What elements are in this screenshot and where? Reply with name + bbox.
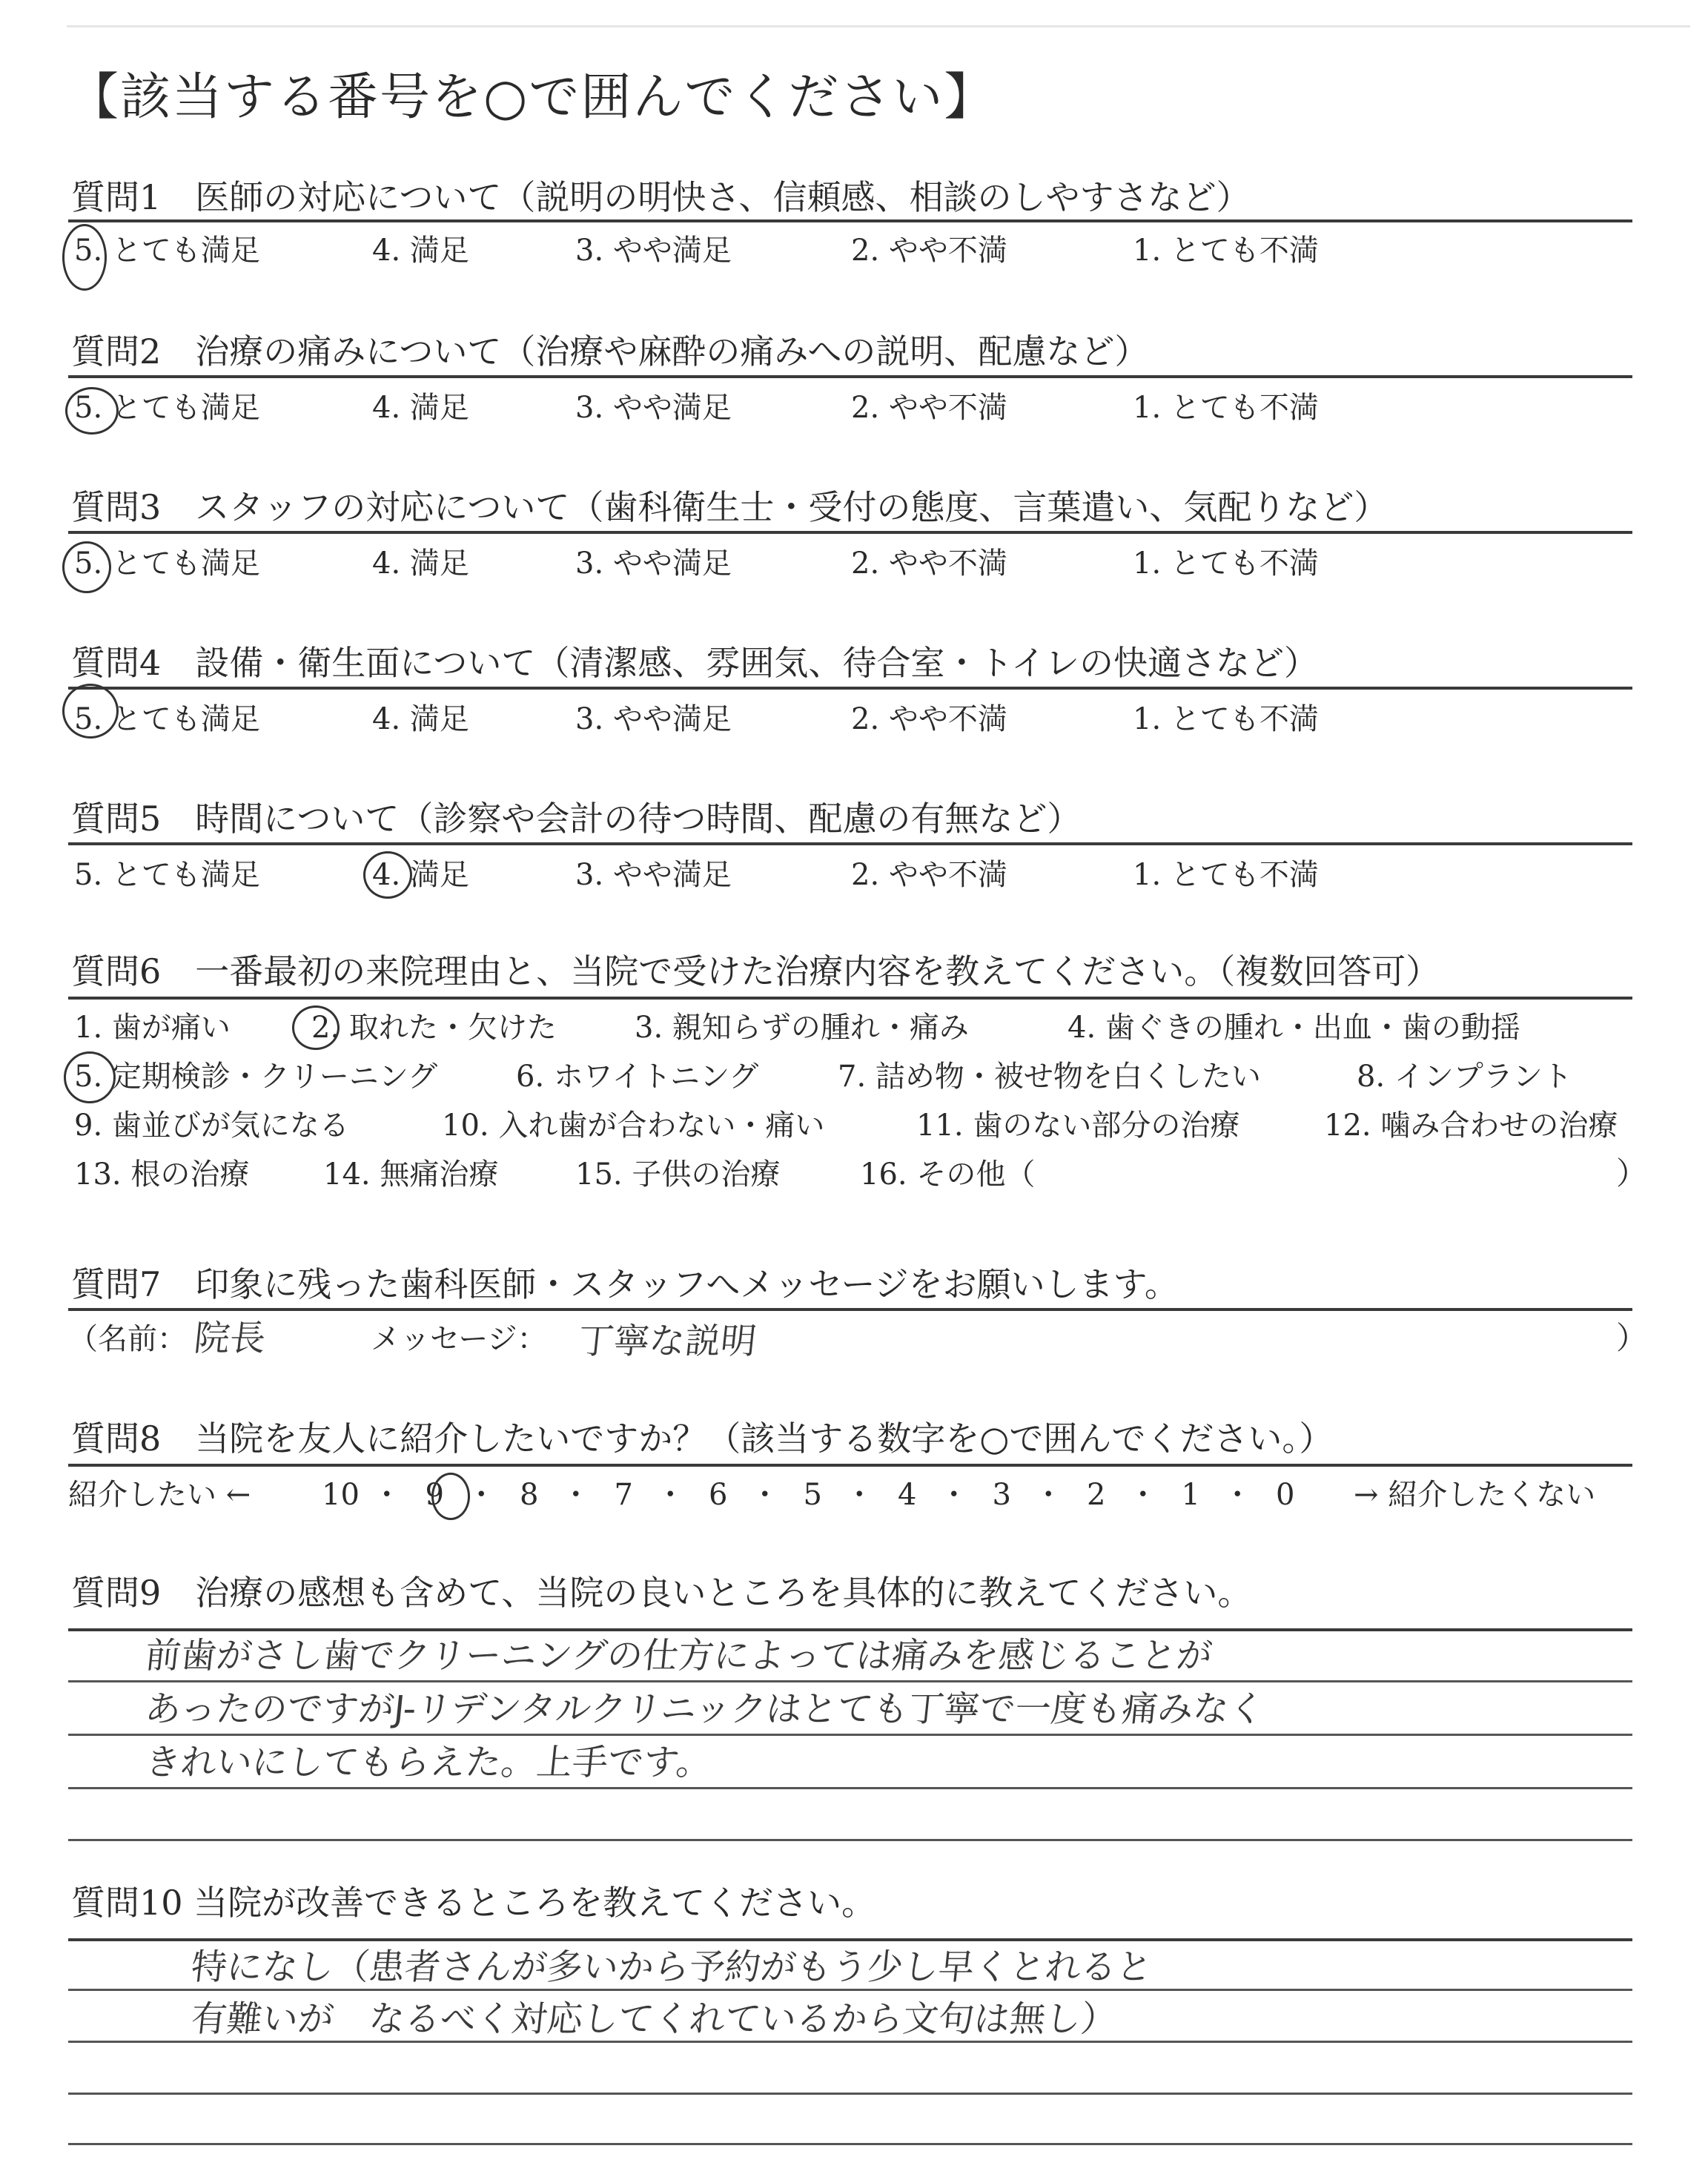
q1-selection-circle: [62, 224, 107, 291]
q8-scale-7[interactable]: 7: [614, 1478, 633, 1512]
q6-option-8[interactable]: 8. インプラント: [1357, 1060, 1572, 1094]
q2-option-4[interactable]: 4. 満足: [372, 391, 469, 425]
q9-answer-line-3: きれいにしてもらえた。上手です。: [143, 1742, 715, 1783]
question-1-rule: [68, 219, 1632, 222]
q6-option-5[interactable]: 5. 定期検診・クリーニング: [74, 1060, 438, 1094]
question-7-label: 質問7 印象に残った歯科医師・スタッフへメッセージをお願いします。: [71, 1264, 1179, 1304]
q10-line-rule-4: [68, 2143, 1632, 2145]
q6-option-15[interactable]: 15. 子供の治療: [575, 1157, 781, 1192]
q6-option-16[interactable]: 16. その他（: [860, 1157, 1036, 1192]
q8-scale-4[interactable]: 4: [898, 1478, 917, 1512]
q8-scale-1[interactable]: 1: [1181, 1478, 1200, 1512]
question-3-label: 質問3 スタッフの対応について（歯科衛生士・受付の態度、言葉遣い、気配りなど）: [71, 487, 1388, 527]
q4-option-5[interactable]: 5. とても満足: [74, 702, 260, 736]
q8-left-label: 紹介したい ←: [68, 1478, 251, 1512]
question-9-label: 質問9 治療の感想も含めて、当院の良いところを具体的に教えてください。: [71, 1573, 1252, 1613]
q4-option-2[interactable]: 2. やや不満: [851, 702, 1007, 736]
q8-scale-5[interactable]: 5: [803, 1478, 822, 1512]
q6-option-7[interactable]: 7. 詰め物・被せ物を白くしたい: [838, 1060, 1261, 1094]
q1-option-4[interactable]: 4. 満足: [372, 234, 469, 268]
question-8-rule: [68, 1464, 1632, 1467]
q8-selection-circle: [431, 1473, 470, 1520]
question-2-label: 質問2 治療の痛みについて（治療や麻酔の痛みへの説明、配慮など）: [71, 331, 1149, 371]
q6-option-6[interactable]: 6. ホワイトニング: [516, 1060, 759, 1094]
q6-option-4[interactable]: 4. 歯ぐきの腫れ・出血・歯の動揺: [1068, 1011, 1520, 1045]
form-title: 【該当する番号を○で囲んでください】: [68, 68, 996, 127]
q6-option-11[interactable]: 11. 歯のない部分の治療: [916, 1109, 1240, 1143]
q8-scale-3[interactable]: 3: [992, 1478, 1011, 1512]
q1-option-1[interactable]: 1. とても不満: [1133, 234, 1319, 268]
q5-option-4[interactable]: 4. 満足: [372, 858, 469, 892]
q3-selection-circle: [62, 541, 111, 593]
q8-scale-9[interactable]: 9: [425, 1478, 444, 1512]
q8-right-label: → 紹介したくない: [1354, 1478, 1596, 1512]
q3-option-5[interactable]: 5. とても満足: [74, 546, 260, 581]
q8-scale-2[interactable]: 2: [1087, 1478, 1106, 1512]
q8-scale-6[interactable]: 6: [709, 1478, 728, 1512]
q6-option-2[interactable]: 2. 取れた・欠けた: [311, 1011, 557, 1045]
question-4-rule: [68, 687, 1632, 690]
q8-scale-separator: ・: [1222, 1478, 1253, 1512]
q9-line-rule-1: [68, 1680, 1632, 1682]
q6-option-1[interactable]: 1. 歯が痛い: [74, 1011, 231, 1045]
q1-option-2[interactable]: 2. やや不満: [851, 234, 1007, 268]
question-5-label: 質問5 時間について（診察や会計の待つ時間、配慮の有無など）: [71, 799, 1082, 839]
q9-answer-line-1: 前歯がさし歯でクリーニングの仕方によっては痛みを感じることが: [143, 1635, 1214, 1677]
q6-option-13[interactable]: 13. 根の治療: [74, 1157, 250, 1192]
q7-name-label: （名前：: [68, 1322, 187, 1356]
q2-option-2[interactable]: 2. やや不満: [851, 391, 1007, 425]
q1-option-3[interactable]: 3. やや満足: [575, 234, 732, 268]
question-8-label: 質問8 当院を友人に紹介したいですか？（該当する数字を○で囲んでください。）: [71, 1418, 1334, 1459]
q7-name-handwritten: 院長: [192, 1318, 268, 1359]
q6-option-9[interactable]: 9. 歯並びが気になる: [74, 1109, 349, 1143]
q9-answer-line-2: あったのですがJ-リデンタルクリニックはとても丁寧で一度も痛みなく: [143, 1688, 1267, 1730]
question-10-rule: [68, 1938, 1632, 1941]
question-7-rule: [68, 1308, 1632, 1311]
q8-scale-8[interactable]: 8: [520, 1478, 539, 1512]
q8-scale-separator: ・: [939, 1478, 969, 1512]
q5-selection-circle: [363, 851, 412, 899]
q5-option-2[interactable]: 2. やや不満: [851, 858, 1007, 892]
q9-line-rule-3: [68, 1787, 1632, 1789]
q8-scale-separator: ・: [844, 1478, 875, 1512]
q6-option-10[interactable]: 10. 入れ歯が合わない・痛い: [442, 1109, 825, 1143]
q7-message-label: メッセージ：: [371, 1322, 547, 1356]
q5-option-5[interactable]: 5. とても満足: [74, 858, 260, 892]
question-9-rule: [68, 1628, 1632, 1631]
q6-option-12[interactable]: 12. 噛み合わせの治療: [1324, 1109, 1618, 1143]
q9-line-rule-2: [68, 1734, 1632, 1736]
q8-scale-separator: ・: [1033, 1478, 1064, 1512]
q2-option-5[interactable]: 5. とても満足: [74, 391, 260, 425]
q10-line-rule-3: [68, 2093, 1632, 2095]
question-10-label: 質問10 当院が改善できるところを教えてください。: [71, 1883, 876, 1923]
q10-line-rule-1: [68, 1989, 1632, 1991]
q1-option-5[interactable]: 5. とても満足: [74, 234, 260, 268]
q2-selection-circle: [65, 387, 119, 435]
q4-option-1[interactable]: 1. とても不満: [1133, 702, 1319, 736]
question-2-rule: [68, 375, 1632, 378]
q4-selection-circle: [62, 684, 119, 739]
q3-option-1[interactable]: 1. とても不満: [1133, 546, 1319, 581]
q10-answer-line-2: 有難いが なるべく対応してくれているから文句は無し）: [189, 1998, 1119, 2040]
question-5-rule: [68, 842, 1632, 845]
q9-line-rule-4: [68, 1839, 1632, 1841]
top-border: [67, 25, 1690, 27]
q7-close: ）: [1616, 1320, 1648, 1356]
q3-option-2[interactable]: 2. やや不満: [851, 546, 1007, 581]
q6-selection-circle-5: [64, 1051, 116, 1103]
q4-option-4[interactable]: 4. 満足: [372, 702, 469, 736]
q3-option-3[interactable]: 3. やや満足: [575, 546, 732, 581]
q2-option-1[interactable]: 1. とても不満: [1133, 391, 1319, 425]
q6-option-14[interactable]: 14. 無痛治療: [323, 1157, 499, 1192]
q6-selection-circle-2: [292, 1005, 340, 1050]
q6-other-close: ）: [1616, 1155, 1648, 1192]
question-3-rule: [68, 531, 1632, 534]
q8-scale-10[interactable]: 10: [322, 1478, 360, 1512]
q8-scale-separator: ・: [655, 1478, 686, 1512]
q4-option-3[interactable]: 3. やや満足: [575, 702, 732, 736]
q8-scale-separator: ・: [1128, 1478, 1158, 1512]
q5-option-3[interactable]: 3. やや満足: [575, 858, 732, 892]
q6-option-3[interactable]: 3. 親知らずの腫れ・痛み: [635, 1011, 969, 1045]
q2-option-3[interactable]: 3. やや満足: [575, 391, 732, 425]
q8-scale-separator: ・: [560, 1478, 591, 1512]
q5-option-1[interactable]: 1. とても不満: [1133, 858, 1319, 892]
q8-scale-separator: ・: [466, 1478, 497, 1512]
question-4-label: 質問4 設備・衛生面について（清潔感、雰囲気、待合室・トイレの快適さなど）: [71, 643, 1319, 683]
question-6-label: 質問6 一番最初の来院理由と、当院で受けた治療内容を教えてください。（複数回答可）: [71, 951, 1440, 991]
question-1-label: 質問1 医師の対応について（説明の明快さ、信頼感、相談のしやすさなど）: [71, 177, 1251, 217]
q10-line-rule-2: [68, 2041, 1632, 2043]
q7-message-handwritten: 丁寧な説明: [576, 1321, 758, 1362]
q8-scale-separator: ・: [371, 1478, 402, 1512]
question-6-rule: [68, 997, 1632, 1000]
q10-answer-line-1: 特になし（患者さんが多いから予約がもう少し早くとれると: [189, 1946, 1154, 1988]
q8-scale-separator: ・: [749, 1478, 780, 1512]
q8-scale-0[interactable]: 0: [1276, 1478, 1295, 1512]
q3-option-4[interactable]: 4. 満足: [372, 546, 469, 581]
